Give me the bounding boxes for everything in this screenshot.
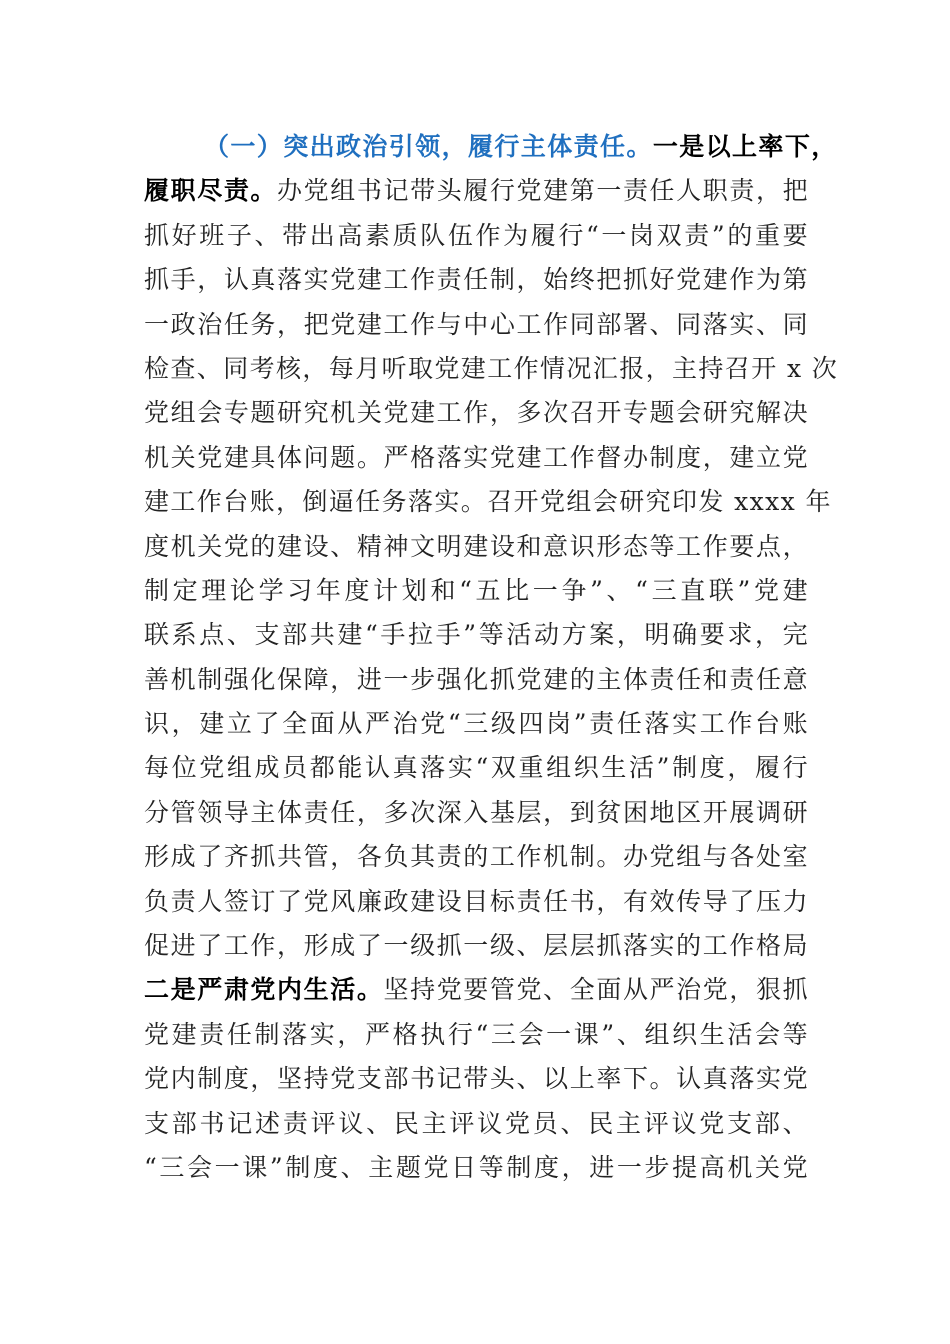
paragraph-line: 分管领导主体责任，多次深入基层，到贫困地区开展调研: [144, 797, 809, 827]
paragraph-line: 识，建立了全面从严治党“三级四岗”责任落实工作台账: [144, 709, 809, 739]
paragraph-line: [144, 125, 838, 169]
line-text: 办党组书记带头履行党建第一责任人职责，把: [277, 176, 809, 206]
paragraph-line: “三会一课”制度、主题党日等制度，进一步提高机关党: [144, 1152, 809, 1182]
paragraph-line: 联系点、支部共建“手拉手”等活动方案，明确要求，完: [144, 620, 809, 650]
paragraph-line: 善机制强化保障，进一步强化抓党建的主体责任和责任意: [144, 664, 809, 694]
paragraph-line: 支部书记述责评议、民主评议党员、民主评议党支部、: [144, 1108, 809, 1138]
line-text: 坚持党要管党、全面从严治党，狠抓: [383, 975, 810, 1005]
paragraph-line: 党建责任制落实，严格执行“三会一课”、组织生活会等: [144, 1019, 809, 1049]
paragraph-line: 度机关党的建设、精神文明建设和意识形态等工作要点，: [144, 531, 809, 561]
paragraph-line: 形成了齐抓共管，各负其责的工作机制。办党组与各处室: [144, 842, 809, 872]
paragraph-line: [144, 169, 809, 213]
lead-phrase: 一是以上率下，: [652, 132, 838, 161]
paragraph-line: 检查、同考核，每月听取党建工作情况汇报，主持召开 x 次: [144, 353, 839, 383]
paragraph-line: [144, 968, 809, 1012]
paragraph-line: 抓好班子、带出高素质队伍作为履行“一岗双责”的重要: [144, 220, 809, 250]
paragraph-line: 党组会专题研究机关党建工作，多次召开专题会研究解决: [144, 398, 809, 428]
lead-phrase: 二是严肃党内生活。: [144, 975, 384, 1005]
paragraph-line: 建工作台账，倒逼任务落实。召开党组会研究印发 xxxx 年: [144, 487, 832, 517]
paragraph-line: 抓手，认真落实党建工作责任制，始终把抓好党建作为第: [144, 265, 809, 295]
paragraph-line: 负责人签订了党风廉政建设目标责任书，有效传导了压力: [144, 886, 809, 916]
paragraph-line: 每位党组成员都能认真落实“双重组织生活”制度，履行: [144, 753, 809, 783]
paragraph-line: 党内制度，坚持党支部书记带头、以上率下。认真落实党: [144, 1064, 809, 1094]
lead-phrase: 履职尽责。: [144, 176, 278, 206]
paragraph-line: 制定理论学习年度计划和“五比一争”、“三直联”党建: [144, 575, 809, 605]
document-body: [144, 125, 839, 1190]
paragraph-line: 机关党建具体问题。严格落实党建工作督办制度，建立党: [144, 442, 809, 472]
paragraph-line: 一政治任务，把党建工作与中心工作同部署、同落实、同: [144, 309, 809, 339]
paragraph-line: 促进了工作，形成了一级抓一级、层层抓落实的工作格局: [144, 931, 809, 961]
section-heading: （一）突出政治引领，履行主体责任。: [204, 132, 653, 161]
